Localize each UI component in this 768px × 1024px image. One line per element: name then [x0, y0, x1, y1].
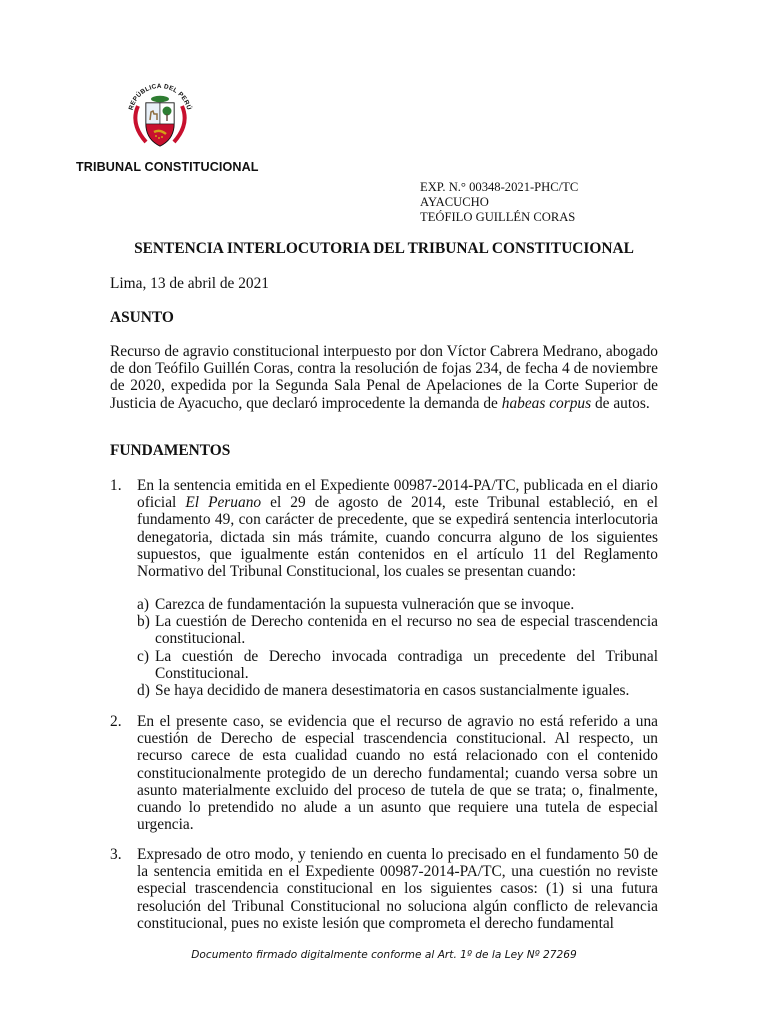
list-item-text: La cuestión de Derecho invocada contradiga un precedente del Tribunal Constitucional. [155, 647, 658, 682]
fundamento-1 [110, 477, 658, 580]
list-item-text: Carezca de fundamentación la supuesta vulneración que se invoque. [155, 596, 575, 613]
fundamento-text: En la sentencia emitida en el Expediente 00987-2014-PA/TC, publicada en el diario oficial El Peruano el 29 de agosto de 2014, este Tribunal estableció, en el fundamento 49, con carácter de precedente, que se expedirá sentencia interlocutoria denegatoria, dictada sin más trámite, cuando concurra alguno de los siguientes supuestos, que igualmente están contenidos en el artículo 11 del Reglamento Normativo del Tribunal Constitucional, los cuales se presentan cuando: [137, 477, 658, 581]
fundamento-number: 1. [110, 477, 122, 494]
list-item-letter: d) [137, 682, 150, 700]
coat-of-arms-seal [120, 76, 200, 156]
fundamento-text: En el presente caso, se evidencia que el recurso de agravio no está referido a una cuestión de Derecho de especial trascendencia constitucional. Al respecto, un recurso carece de esta cualidad cuando no está relacionado con el contenido constitucionalmente protegido de un derecho fundamental; cuando versa sobre un asunto materialmente excluido del proceso de tutela de que se trata; o, finalmente, cuando lo pretendido no alude a un asunto que requiere una tutela de especial urgencia. [137, 713, 658, 834]
list-item [137, 596, 658, 613]
fundamento-3 [110, 846, 658, 932]
case-number: EXP. N.° 00348-2021-PHC/TC [420, 180, 579, 194]
list-item-letter: c) [137, 647, 149, 665]
digital-signature-footer: Documento firmado digitalmente conforme al Art. 1º de la Ley Nº 27269 [191, 949, 577, 961]
list-item [137, 648, 658, 682]
list-item-letter: b) [137, 613, 150, 631]
court-name: TRIBUNAL CONSTITUCIONAL [76, 160, 259, 174]
fundamento-number: 3. [110, 846, 122, 863]
supuestos-list [137, 596, 658, 699]
list-item-text: La cuestión de Derecho contenida en el recurso no sea de especial trascendencia constitucional. [155, 613, 658, 648]
list-item-letter: a) [137, 596, 149, 613]
document-title: SENTENCIA INTERLOCUTORIA DEL TRIBUNAL CONSTITUCIONAL [134, 240, 634, 257]
fundamentos-heading: FUNDAMENTOS [110, 442, 231, 459]
list-item [137, 682, 658, 699]
fundamento-text: Expresado de otro modo, y teniendo en cuenta lo precisado en el fundamento 50 de la sentencia emitida en el Expediente 00987-2014-PA/TC, una cuestión no reviste especial trascendencia constitucional en los siguientes casos: (1) si una futura resolución del Tribunal Constitucional no soluciona algún conflicto de relevancia constitucional, pues no existe lesión que comprometa el derecho fundamental [137, 846, 658, 932]
asunto-paragraph: Recurso de agravio constitucional interpuesto por don Víctor Cabrera Medrano, abogado de don Teófilo Guillén Coras, contra la resolución de fojas 234, de fecha 4 de noviembre de 2020, expedida por la Segunda Sala Penal de Apelaciones de la Corte Superior de Justicia de Ayacucho, que declaró improcedente la demanda de habeas corpus de autos. [110, 343, 658, 412]
place-date: Lima, 13 de abril de 2021 [110, 275, 269, 292]
svg-text:REPÚBLICA DEL PERÚ: REPÚBLICA DEL PERÚ [127, 82, 193, 111]
fundamento-2 [110, 713, 658, 833]
case-reference-block [420, 180, 578, 225]
list-item [137, 613, 658, 647]
asunto-heading: ASUNTO [110, 309, 174, 326]
case-party: TEÓFILO GUILLÉN CORAS [420, 210, 576, 224]
list-item-text: Se haya decidido de manera desestimatoria en casos sustancialmente iguales. [155, 682, 630, 700]
fundamento-number: 2. [110, 713, 122, 730]
case-place: AYACUCHO [420, 195, 489, 209]
